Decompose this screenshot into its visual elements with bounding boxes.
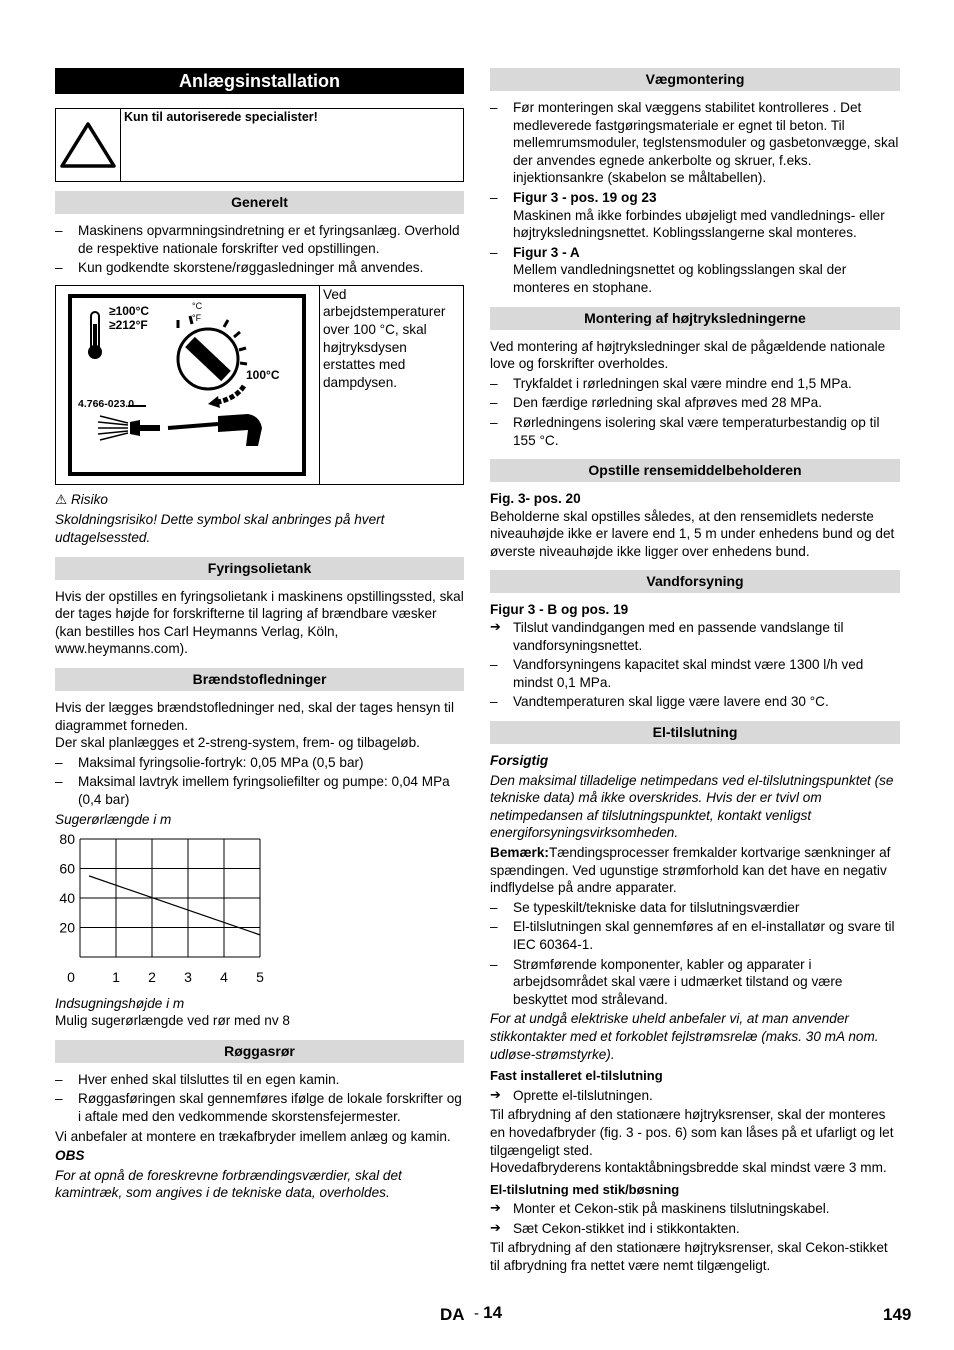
temperature-dial-icon — [178, 316, 247, 408]
figure-ref: Fig. 3- pos. 20 — [490, 491, 581, 507]
series-line — [89, 876, 260, 935]
list-item: – El-tilslutningen skal gennemføres af en el-installatør og svare til IEC 60364-1. — [490, 918, 900, 953]
chart-note: Mulig sugerørlængde ved rør med nv 8 — [55, 1013, 290, 1029]
caution-icon: ⚠ — [55, 491, 68, 508]
list-item-text: Mellem vandledningsnettet og koblingsslangen skal der monteres en stophane. — [513, 262, 847, 295]
temp-f-label: ≥212°F — [109, 317, 148, 332]
list-item: – Se typeskilt/tekniske data for tilslutningsværdier — [490, 899, 900, 917]
braendstof-text-2: Der skal planlægges et 2-streng-system, frem- og tilbageløb. — [55, 735, 420, 751]
list-item: – Maksimal fyringsolie-fortryk: 0,05 MPa (0,5 bar) — [55, 754, 464, 772]
list-item — [490, 189, 900, 242]
list-item: – Røggasføringen skal gennemføres ifølge de lokale forskrifter og i aftale med den vedkommende skorstensfejermester. — [55, 1090, 464, 1125]
fast-title: Fast installeret el-tilslutning — [490, 1068, 663, 1084]
forsigtig-label: Forsigtig — [490, 753, 549, 769]
figure-ref: – Figur 3 - pos. 19 og 23 — [513, 189, 657, 205]
braendstof-text-1: Hvis der lægges brændstofledninger ned, skal der tages hensyn til diagrammet forneden. — [55, 699, 454, 733]
suction-chart — [55, 834, 464, 991]
list-item: – Rørledningens isolering skal være temperaturbestandig op til 155 °C. — [490, 414, 900, 449]
heading-rensemiddel: Opstille rensemiddelbeholderen — [490, 459, 900, 482]
el-italic-note: For at undgå elektriske uheld anbefaler vi, at man anvender stikkontakter med et forkoblet fejlstrømsrelæ (maks. 30 mA nom. udløse-strømstyrke). — [490, 1011, 879, 1062]
x-tick-label: 0 — [67, 969, 75, 986]
roeggasroer-text: Vi anbefaler at montere en trækafbryder imellem anlæg og kamin. — [55, 1128, 451, 1144]
page-title: Anlægsinstallation — [55, 68, 464, 94]
warning-text: Kun til autoriserede specialister! — [124, 110, 318, 124]
heading-roeggasroer: Røggasrør — [55, 1040, 464, 1063]
arrow-item: ➔ Sæt Cekon-stikket ind i stikkontakten. — [490, 1220, 900, 1238]
list-item: – Maskinens opvarmningsindretning er et fyringsanlæg. Overhold de respektive nationale forskrifter ved opstillingen. — [55, 222, 464, 257]
list-item — [490, 244, 900, 297]
heading-el-tilslutning: El-tilslutning — [490, 721, 900, 744]
unit-f-label: °F — [192, 312, 202, 323]
list-item: – Maksimal lavtryk imellem fyringsoliefilter og pumpe: 0,04 MPa (0,4 bar) — [55, 773, 464, 808]
heading-braendstofledninger: Brændstofledninger — [55, 668, 464, 691]
stik-title: El-tilslutning med stik/bøsning — [490, 1181, 680, 1197]
y-tick-label: 80 — [59, 834, 75, 848]
right-column — [490, 68, 900, 1277]
list-item: – Vandforsyningens kapacitet skal mindst være 1300 l/h ved mindst 0,1 MPa. — [490, 656, 900, 691]
bemaerk-paragraph — [490, 844, 900, 897]
heading-vandforsyning: Vandforsyning — [490, 570, 900, 593]
x-tick-label: 4 — [220, 969, 228, 986]
warning-box — [55, 108, 464, 182]
y-tick-label: 20 — [59, 919, 75, 936]
risiko-text: Skoldningsrisiko! Dette symbol skal anbringes på hvert udtagelsessted. — [55, 512, 385, 545]
bemaerk-text: Tændingsprocesser fremkalder kortvarige sænkninger af spændingen. Ved ugunstige strømforhold kan det have en negativ indflydelse på andre apparater. — [490, 845, 891, 896]
list-item: – Før monteringen skal væggens stabilitet kontrolleres . Det medleverede fastgøringsmateriale er egnet til beton. Til mellemrumsmoduler, teglstensmoduler og gasbetonvægge, skal der anvendes egnede ankerbolte og skruer, f.eks. injektionsankre (skabelon se måltabellen). — [490, 99, 900, 187]
heading-vaegmontering: Vægmontering — [490, 68, 900, 91]
temperature-figure — [55, 285, 464, 485]
x-tick-label: 5 — [256, 969, 264, 986]
arrow-item: ➔ Tilslut vandindgangen med en passende vandslange til vandforsyningsnettet. — [490, 619, 900, 654]
chart-x-caption: Indsugningshøjde i m — [55, 995, 185, 1011]
forsigtig-text: Den maksimal tilladelige netimpedans ved el-tilslutningspunktet (se tekniske data) må ikke overskrides. Hvis der er tvivl om netimpedansen af tilslutningspunktet, kontakt venligst energiforsyningsvirksomheden. — [490, 772, 894, 841]
thermometer-icon — [88, 312, 102, 359]
heading-hoejtryksledninger: Montering af højtryksledningerne — [490, 307, 900, 330]
heading-fyringsolietank: Fyringsolietank — [55, 557, 464, 580]
footer-language: DA — [440, 1305, 465, 1324]
list-item: – Kun godkendte skorstene/røggasledninger må anvendes. — [55, 259, 464, 277]
x-tick-label: 1 — [112, 969, 120, 986]
fast-text-1: Til afbrydning af den stationære højtryksrenser, skal der monteres en hovedafbryder (fig. 3 - pos. 6) som kan låses på et ufarligt og let tilgængeligt sted. — [490, 1107, 894, 1158]
warning-triangle-icon — [56, 109, 121, 181]
figure-ref: – Figur 3 - A — [513, 244, 580, 260]
figure-ref: Figur 3 - B og pos. 19 — [490, 602, 629, 618]
risiko-label: ⚠ Risiko — [55, 491, 108, 508]
arrow-item: ➔ Oprette el-tilslutningen. — [490, 1087, 900, 1105]
temp-c-label: ≥100°C — [109, 303, 150, 318]
obs-text: For at opnå de foreskrevne forbrændingsværdier, skal det kamintræk, som angives i de tekniske data, overholdes. — [55, 1167, 402, 1201]
y-tick-label: 60 — [59, 860, 75, 877]
stik-text: Til afbrydning af den stationære højtryksrenser, skal Cekon-stikket til afbrydning fra nettet være nemt tilgængeligt. — [490, 1240, 888, 1274]
list-item: – Trykfaldet i rørledningen skal være mindre end 1,5 MPa. — [490, 375, 900, 393]
y-tick-label: 40 — [59, 890, 75, 907]
footer-page-number: 149 — [883, 1305, 912, 1324]
arrow-item: ➔ Monter et Cekon-stik på maskinens tilslutningskabel. — [490, 1200, 900, 1218]
nozzle-illustration — [56, 286, 320, 484]
footer-local-page: - 14 — [474, 1303, 503, 1322]
list-item-text: Maskinen må ikke forbindes ubøjeligt med vandlednings- eller højtryksledningsnettet. Koblingsslangerne skal monteres. — [513, 207, 885, 241]
figure-side-text: Ved arbejdstemperaturer over 100 °C, skal højtryksdysen erstattes med dampdysen. — [323, 286, 446, 390]
unit-c-label: °C — [192, 300, 203, 311]
x-tick-label: 3 — [184, 969, 192, 986]
bemaerk-label: Bemærk: — [490, 845, 549, 860]
fyringsolietank-text: Hvis der opstilles en fyringsolietank i maskinens opstillingssted, skal der tages højde for forskrifterne til lagring af brændbare væsker (kan bestilles hos Carl Heymanns Verlag, Köln, www.heymanns.com). — [55, 588, 464, 657]
chart-y-caption: Sugerørlængde i m — [55, 811, 172, 827]
obs-label: OBS — [55, 1148, 85, 1164]
x-tick-label: 2 — [148, 969, 156, 986]
rensemiddel-text: Beholderne skal opstilles således, at den rensemidlets nederste niveauhøjde ikke er lavere end 1, 5 m under enhedens bund og det øverste niveauhøjde ikke ligger over enhedens bund. — [490, 508, 895, 559]
left-column — [55, 68, 464, 1204]
heading-generelt: Generelt — [55, 191, 464, 214]
dial-label: 100°C — [246, 367, 280, 382]
spray-gun-icon — [98, 414, 262, 446]
fast-text-2: Hovedafbryderens kontaktåbningsbredde skal mindst være 3 mm. — [490, 1160, 887, 1176]
suction-chart-svg — [55, 834, 285, 986]
list-item: – Den færdige rørledning skal afprøves med 28 MPa. — [490, 394, 900, 412]
list-item: – Vandtemperaturen skal ligge være lavere end 30 °C. — [490, 693, 900, 711]
list-item: – Hver enhed skal tilsluttes til en egen kamin. — [55, 1071, 464, 1089]
hoejtryk-text: Ved montering af højtryksledninger skal de pågældende nationale love og forskrifter overholdes. — [490, 338, 886, 372]
list-item: – Strømførende komponenter, kabler og apparater i arbejdsområdet skal være i udmærket tilstand og være beskyttet mod strålevand. — [490, 956, 900, 1009]
part-number: 4.766-023.0 — [78, 397, 135, 410]
